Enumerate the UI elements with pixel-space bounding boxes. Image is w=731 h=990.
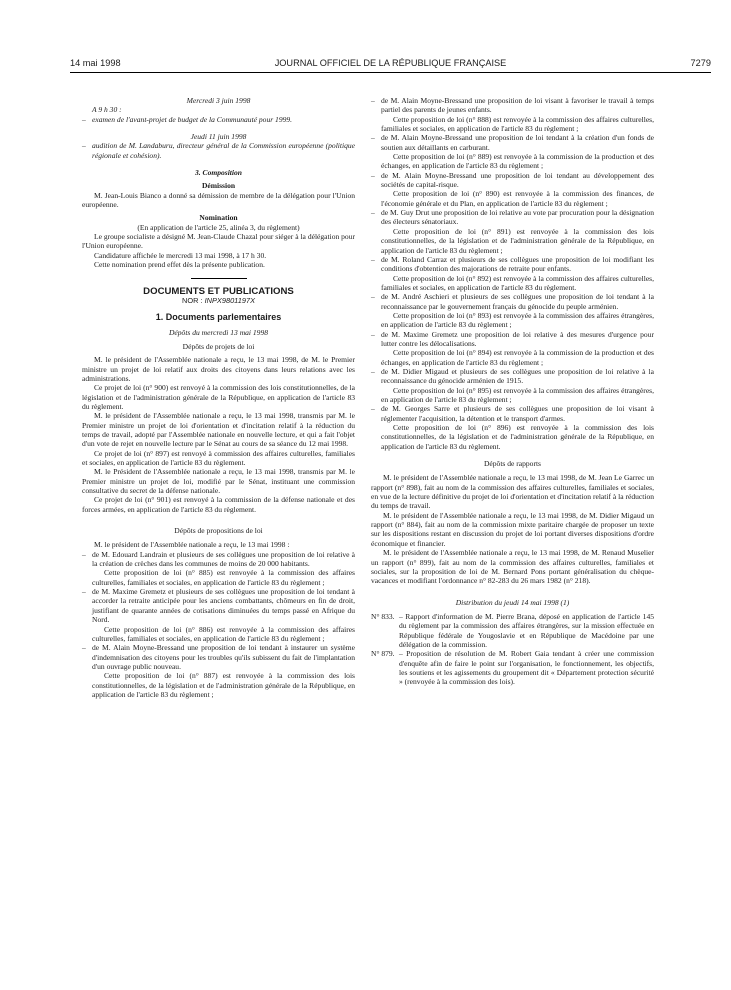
propositions-intro: M. le président de l'Assemblée nationale a reçu, le 13 mai 1998 : — [94, 540, 290, 550]
rapports-heading: Dépôts de rapports — [483, 459, 541, 469]
proposition-referral: Cette proposition de loi (n° 892) est renvoyée à la commission des affaires culturelles, familiales et sociales, en application de l'article 83 du règlement. — [381, 273, 654, 292]
distribution-text: – Proposition de résolution de M. Robert Gaia tendant à créer une commission d'enquête afin de faire le point sur l'organisation, le fonctionnement, les objectifs, les soutiens et les agissements du groupement dit « Département protection sécurité » (renvoyée à la commission des lois). — [399, 649, 654, 687]
schedule-item-2: – audition de M. Landaburu, directeur général de la Commission européenne (politique régionale et cohésion). — [82, 141, 355, 160]
proposition-referral: Cette proposition de loi (n° 889) est renvoyée à la commission de la production et des échanges, en application de l'article 83 du règlement ; — [381, 152, 654, 171]
propositions-heading: Dépôts de propositions de loi — [174, 526, 263, 536]
section-divider — [191, 278, 247, 279]
proposition-item: – de M. Edouard Landrain et plusieurs de ses collègues une proposition de loi relative à la création de crèches dans les communes de moins de 20 000 habitants. — [82, 550, 355, 569]
proposition-item: – de M. Guy Drut une proposition de loi relative au vote par procuration pour la désignation des électeurs sénatoriaux. — [371, 208, 654, 227]
distribution-item — [371, 649, 654, 686]
header-journal-title: JOURNAL OFFICIEL DE LA RÉPUBLIQUE FRANÇAISE — [274, 58, 507, 68]
nomination-paragraph: Candidature affichée le mercredi 13 mai 1998, à 17 h 30. — [94, 250, 267, 260]
proposition-referral: Cette proposition de loi (n° 888) est renvoyée à la commission des affaires culturelles, familiales et sociales, en application de l'article 83 du règlement ; — [381, 114, 654, 134]
left-column — [82, 96, 355, 699]
proposition-item: – de M. Alain Moyne-Bressand une proposition de loi tendant à la création d'un fonds de soutien aux détaillants en carburant. — [371, 133, 654, 152]
proposition-item: – de M. Alain Moyne-Bressand une proposition de loi tendant à instaurer un système d'indemnisation des citoyens pour les troubles qu'ils subissent du fait de l'implantation d'un ouvrage public nouveau. — [82, 643, 355, 671]
proposition-item: – de M. Maxime Gremetz et plusieurs de ses collègues une proposition de loi tendant à accorder la retraite anticipée pour les anciens combattants, chômeurs en fin de droit, justifiant de quarante années de cotisations diminuées du temps passé en Afrique du Nord. — [82, 587, 355, 624]
schedule-date-1: Mercredi 3 juin 1998 — [186, 96, 251, 105]
projet-paragraph: M. le président de l'Assemblée nationale a reçu, le 13 mai 1998, transmis par M. le Premier ministre un projet de loi d'orientation et d'incitation relatif à la réduction du temps de travail, adopté par l'Assemblée nationale en nouvelle lecture, et qui a fait l'objet d'un vote de rejet en nouvelle lecture par le Sénat au cours de sa séance du 12 mai 1998. — [82, 411, 355, 449]
distribution-number: N° 879. — [371, 649, 395, 659]
nor-label: NOR : — [182, 295, 203, 305]
proposition-item: – de M. André Aschieri et plusieurs de ses collègues une proposition de loi tendant à la reconnaissance par le gouvernement français du génocide du peuple arménien. — [371, 292, 654, 311]
documents-section-heading: 1. Documents parlementaires — [155, 312, 282, 323]
proposition-referral: Cette proposition de loi (n° 890) est renvoyée à la commission des finances, de l'économie générale et du Plan, en application de l'article 83 du règlement ; — [381, 189, 654, 208]
proposition-item: – de M. Alain Moyne-Bressand une proposition de loi tendant au développement des sociétés de capital-risque. — [371, 171, 654, 190]
projet-paragraph: M. le président de l'Assemblée nationale a reçu, le 13 mai 1998, de M. le Premier ministre un projet de loi relatif aux droits des citoyens dans leurs relations avec les administrations. — [82, 355, 355, 383]
nomination-subheading: (En application de l'article 25, alinéa 3, du règlement) — [137, 222, 300, 232]
projet-paragraph: Ce projet de loi (n° 900) est renvoyé à la commission des lois constitutionnelles, de la législation et de l'administration générale de la République, en application de l'article 83 du règlement. — [82, 383, 355, 411]
nor-code: INPX9801197X — [204, 295, 255, 305]
distribution-text: – Rapport d'information de M. Pierre Brana, déposé en application de l'article 145 du règlement par la commission des affaires étrangères, sur la mission effectuée en République fédérale de Yougoslavie et en République de Macédoine par une délégation de la commission. — [399, 611, 654, 649]
rapport-paragraph: M. le président de l'Assemblée nationale a reçu, le 13 mai 1998, de M. Jean Le Garrec un rapport (n° 898), fait au nom de la commission des affaires culturelles, familiales et sociales, en vue de la lecture définitive du projet de loi d'orientation et d'incitation relatif à la réduction du temps de travail. — [371, 473, 654, 511]
proposition-referral: Cette proposition de loi (n° 896) est renvoyée à la commission des lois constitutionnelles, de la législation et de l'administration générale de la République, en application de l'article 83 du règlement. — [381, 423, 654, 451]
proposition-item: – de M. Roland Carraz et plusieurs de ses collègues une proposition de loi modifiant les conditions d'obtention des majorations de retraite pour enfants. — [371, 255, 654, 274]
nor-reference — [82, 296, 355, 305]
schedule-date-2: Jeudi 11 juin 1998 — [190, 132, 247, 142]
proposition-referral: Cette proposition de loi (n° 893) est renvoyée à la commission des affaires étrangères, en application de l'article 83 du règlement ; — [381, 310, 654, 330]
proposition-item: – de M. Georges Sarre et plusieurs de ses collègues une proposition de loi visant à réglementer l'acquisition, la détention et le transport d'armes. — [371, 404, 654, 423]
schedule-time: A 9 h 30 : — [92, 105, 122, 115]
rapport-paragraph: M. le président de l'Assemblée nationale a reçu, le 13 mai 1998, de M. Renaud Muselier un rapport (n° 899), fait au nom de la commission des affaires culturelles, familiales et sociales, sur la proposition de loi de M. Bernard Pons portant généralisation du chèque-vacances et modifiant l'ordonnance n° 82-283 du 26 mars 1982 (n° 218). — [371, 548, 654, 586]
projet-paragraph: M. le Président de l'Assemblée nationale a reçu, le 13 mai 1998, transmis par M. le Premier ministre un projet de loi, modifié par le Sénat, instituant une commission consultative du secret de la défense nationale. — [82, 467, 355, 496]
proposition-referral: Cette proposition de loi (n° 891) est renvoyée à la commission des lois constitutionnelles, de la législation et de l'administration générale de la République, en application de l'article 83 du règlement ; — [381, 226, 654, 255]
header-page-number: 7279 — [690, 58, 711, 68]
proposition-item: – de M. Didier Migaud et plusieurs de ses collègues une proposition de loi relative à la reconnaissance du génocide arménien de 1915. — [371, 367, 654, 386]
projet-paragraph: Ce projet de loi (n° 901) est renvoyé à la commission de la défense nationale et des forces armées, en application de l'article 83 du règlement. — [82, 495, 355, 514]
proposition-referral: Cette proposition de loi (n° 887) est renvoyée à la commission des lois constitutionnelles, de la législation et de l'administration générale de la République, en application de l'article 83 du règlement ; — [92, 671, 355, 699]
proposition-referral: Cette proposition de loi (n° 886) est renvoyée à la commission des affaires culturelles, familiales et sociales, en application de l'article 83 du règlement ; — [92, 624, 355, 643]
nomination-heading: Nomination — [199, 213, 238, 223]
depots-date: Dépôts du mercredi 13 mai 1998 — [168, 327, 268, 337]
demission-heading: Démission — [201, 181, 236, 191]
proposition-referral: Cette proposition de loi (n° 894) est renvoyée à la commission de la production et des échanges, en application de l'article 83 du règlement ; — [381, 348, 654, 367]
composition-heading: 3. Composition — [195, 168, 242, 178]
distribution-number: N° 833. — [371, 611, 395, 621]
nomination-paragraph: Le groupe socialiste a désigné M. Jean-Claude Chazal pour siéger à la délégation pour l'Union européenne. — [82, 232, 355, 251]
demission-text: M. Jean-Louis Bianco a donné sa démission de membre de la délégation pour l'Union européenne. — [82, 190, 355, 210]
projet-paragraph: Ce projet de loi (n° 897) est renvoyé à commission des affaires culturelles, familiales et sociales, en application de l'article 83 du règlement. — [82, 448, 355, 467]
page-header — [70, 58, 711, 73]
rapport-paragraph: M. le président de l'Assemblée nationale a reçu, le 13 mai 1998, de M. Didier Migaud un rapport (n° 884), fait au nom de la commission mixte paritaire chargée de proposer un texte sur les dispositions restant en discussion du projet de loi portant diverses dispositions d'ordre économique et financier. — [371, 510, 654, 548]
projets-heading: Dépôts de projets de loi — [182, 341, 255, 351]
right-column — [371, 96, 654, 687]
distribution-item — [371, 612, 654, 649]
proposition-referral: Cette proposition de loi (n° 885) est renvoyée à la commission des affaires culturelles, familiales et sociales, en application de l'article 83 du règlement ; — [92, 568, 355, 587]
proposition-item: – de M. Alain Moyne-Bressand une proposition de loi visant à favoriser le travail à temps partiel des parents de jeunes enfants. — [371, 96, 654, 115]
header-date: 14 mai 1998 — [70, 58, 121, 68]
distribution-heading: Distribution du jeudi 14 mai 1998 (1) — [455, 597, 570, 607]
proposition-item: – de M. Maxime Gremetz une proposition de loi relative à des mesures d'urgence pour lutter contre les délocalisations. — [371, 330, 654, 349]
proposition-referral: Cette proposition de loi (n° 895) est renvoyée à la commission des affaires étrangères, en application de l'article 83 du règlement ; — [381, 385, 654, 404]
documents-heading: DOCUMENTS ET PUBLICATIONS — [143, 285, 294, 297]
schedule-item-1: – examen de l'avant-projet de budget de la Communauté pour 1999. — [82, 115, 355, 124]
nomination-paragraph: Cette nomination prend effet dès la présente publication. — [94, 260, 265, 270]
